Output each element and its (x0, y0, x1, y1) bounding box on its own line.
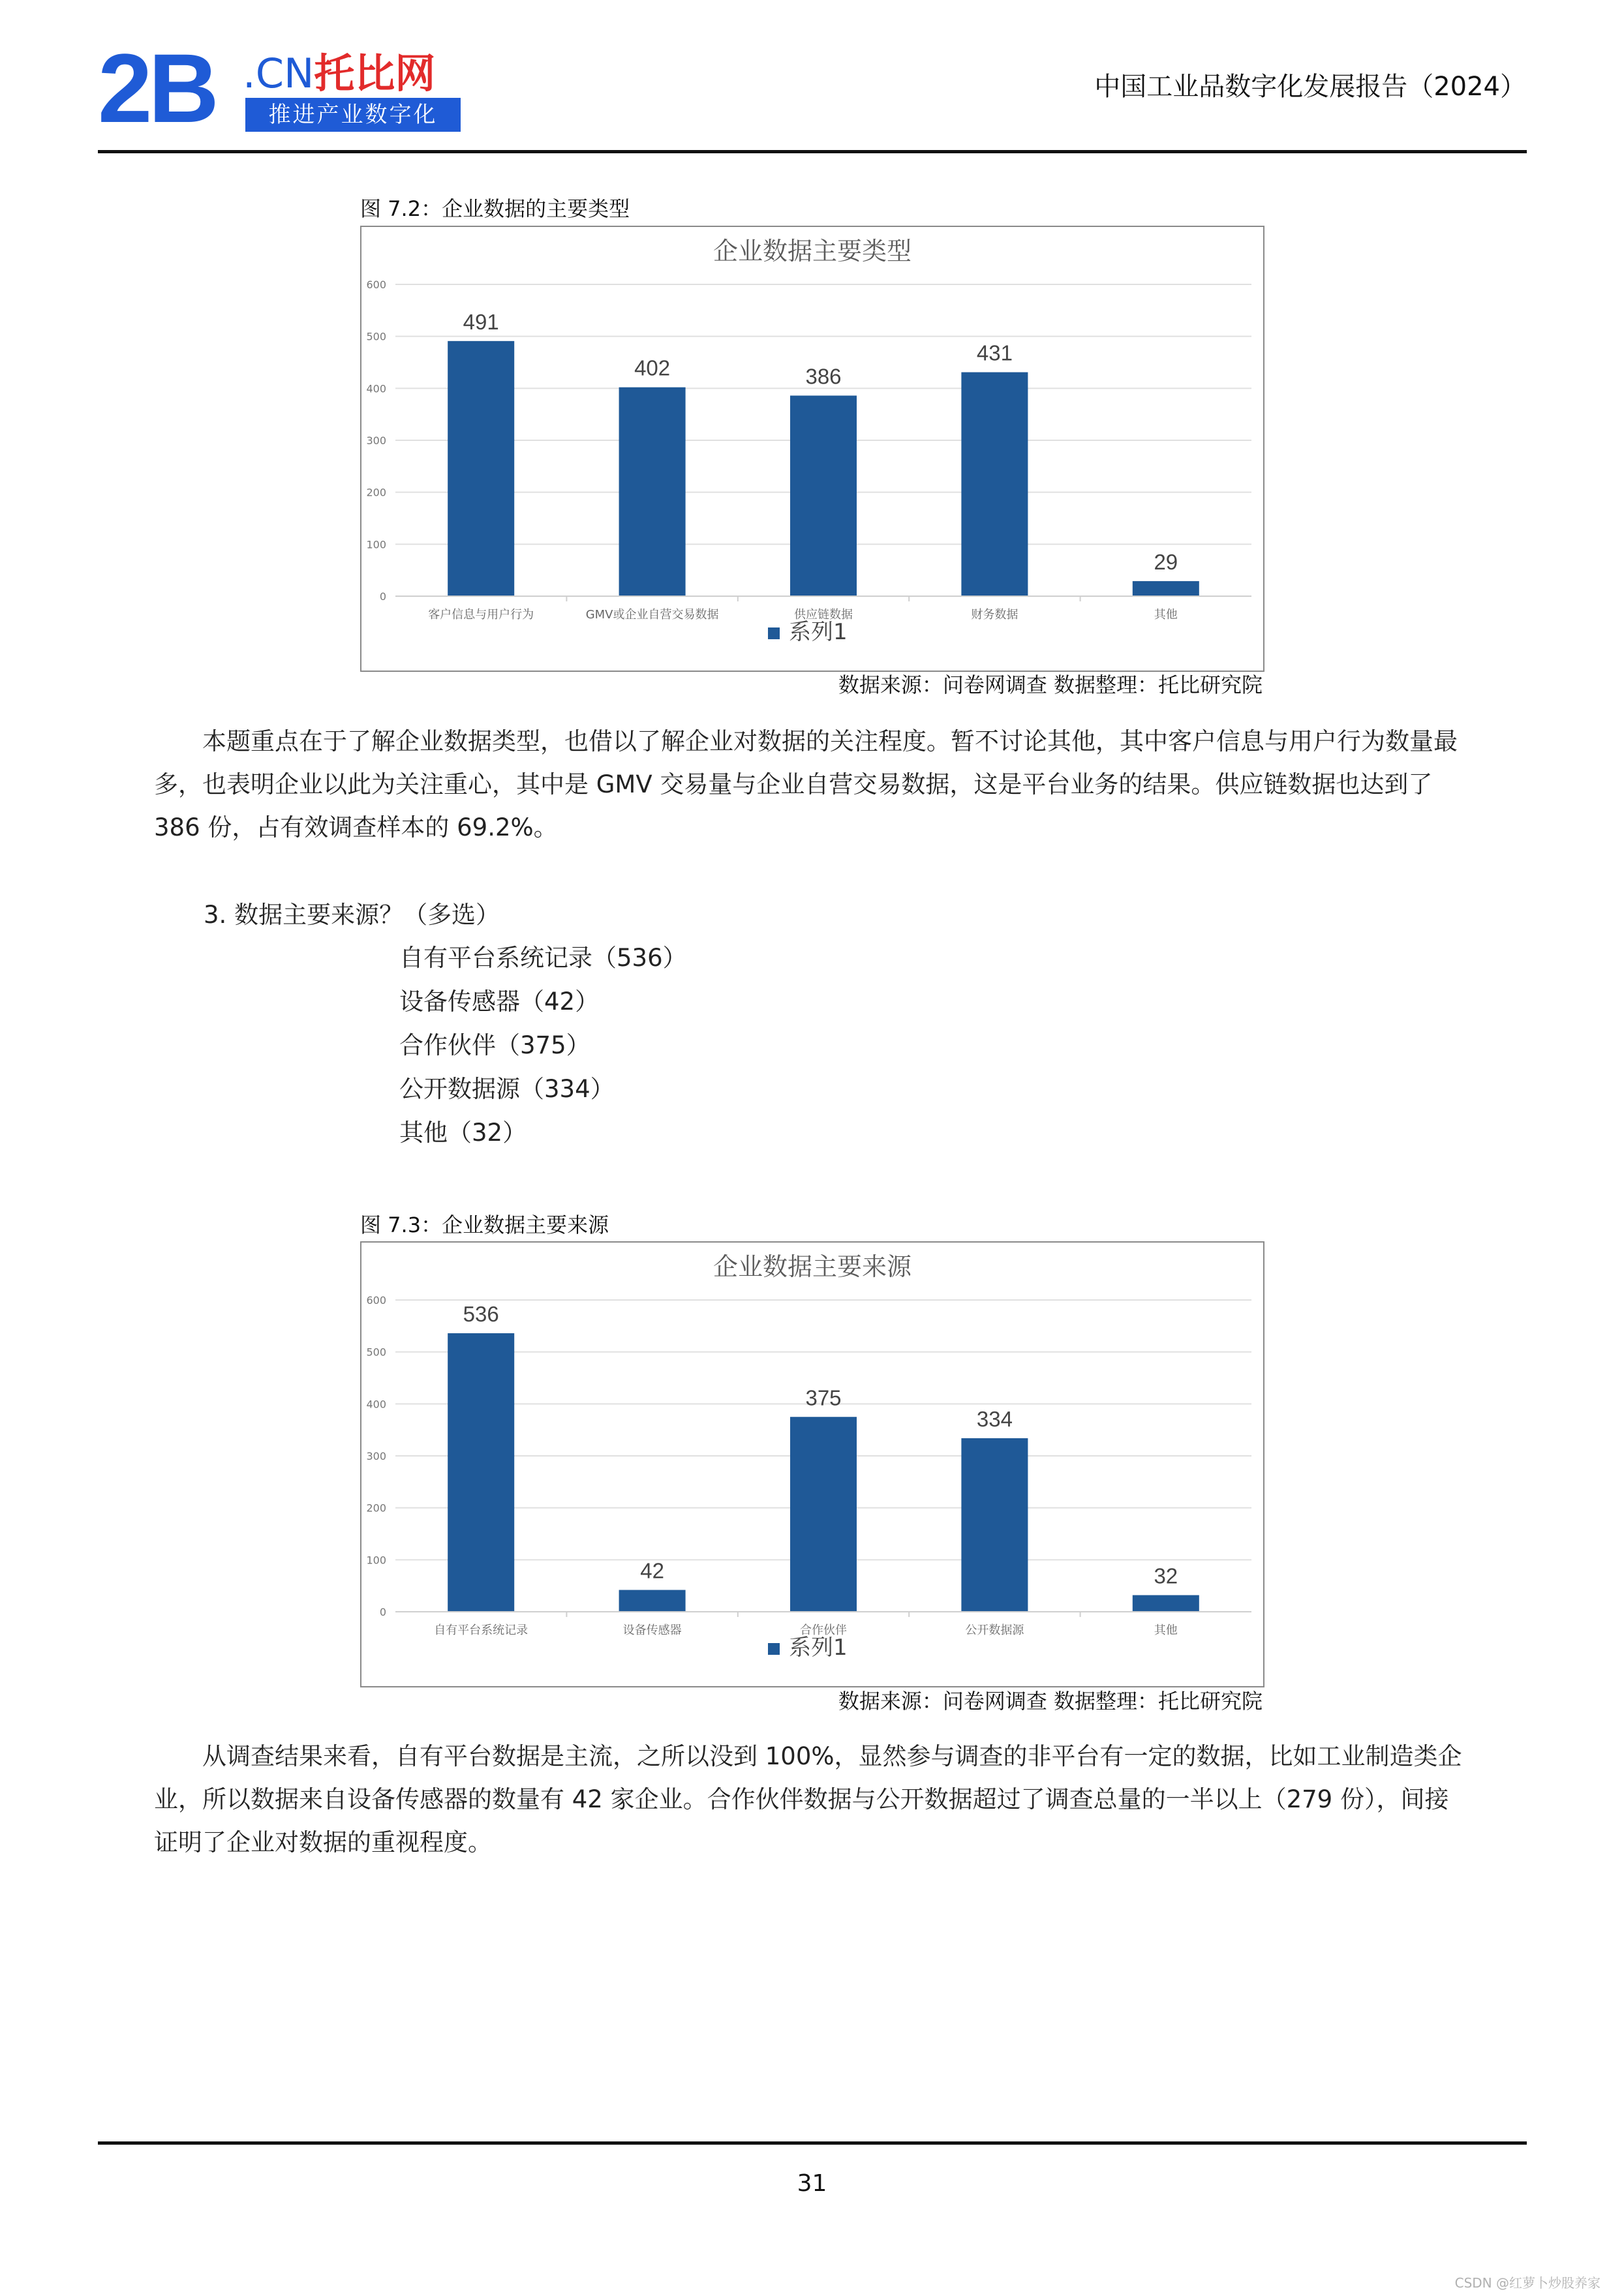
body-paragraph-2: 从调查结果来看，自有平台数据是主流，之所以没到 100%，显然参与调查的非平台有一定的数据，比如工业制造类企业，所以数据来自设备传感器的数量有 42 家企业。合作伙伴数据与公开数据超过了调查总量的一半以上（279 份），间接证明了企业对数据的重视程度。 (154, 1742, 1462, 1856)
x-tick-label: 供应链数据 (794, 608, 853, 622)
bar (961, 372, 1028, 596)
figure-source-1: 数据来源：问卷网调查 数据整理：托比研究院 (838, 672, 1263, 697)
page-number: 31 (797, 2170, 827, 2197)
bar (1133, 1595, 1199, 1612)
brand-logo (98, 33, 463, 143)
data-label: 536 (463, 1301, 499, 1326)
x-tick-label: 合作伙伴 (800, 1624, 847, 1637)
chart-svg-1 (361, 227, 1263, 671)
bar (619, 387, 686, 596)
y-tick-label: 600 (366, 1294, 386, 1307)
figure-caption-1: 图 7.2：企业数据的主要类型 (360, 196, 630, 221)
x-tick-label: 其他 (1154, 1624, 1178, 1637)
data-label: 42 (640, 1558, 664, 1583)
bar (790, 1417, 857, 1612)
chart-title: 企业数据主要类型 (712, 237, 912, 265)
header-divider (98, 150, 1527, 153)
data-label: 334 (976, 1406, 1013, 1431)
survey-option: 其他（32） (399, 1119, 527, 1147)
survey-option: 自有平台系统记录（536） (399, 944, 687, 972)
y-tick-label: 100 (366, 538, 386, 551)
y-tick-label: 200 (366, 1502, 386, 1515)
bar (961, 1438, 1028, 1612)
bar (619, 1590, 686, 1612)
body-paragraph-1: 本题重点在于了解企业数据类型，也借以了解企业对数据的关注程度。暂不讨论其他，其中客户信息与用户行为数量最多，也表明企业以此为关注重心，其中是 GMV 交易量与企业自营交易数据，这是平台业务的结果。供应链数据也达到了 386 份，占有效调查样本的 69.2%。 (154, 727, 1458, 841)
x-tick-label: 公开数据源 (965, 1624, 1024, 1637)
x-tick-label: 设备传感器 (622, 1624, 682, 1637)
report-title: 中国工业品数字化发展报告（2024） (1094, 72, 1526, 102)
y-tick-label: 100 (366, 1554, 386, 1567)
data-label: 491 (463, 309, 499, 334)
chart-svg-2 (361, 1243, 1263, 1686)
y-tick-label: 200 (366, 486, 386, 499)
data-label: 375 (805, 1385, 842, 1410)
logo-main-text: 2B (98, 33, 215, 143)
bar (1133, 581, 1199, 596)
chart-title: 企业数据主要来源 (712, 1252, 912, 1281)
survey-option: 公开数据源（334） (399, 1075, 615, 1103)
figure-source-2: 数据来源：问卷网调查 数据整理：托比研究院 (838, 1689, 1263, 1714)
x-tick-label: GMV或企业自营交易数据 (585, 608, 719, 622)
legend-label: 系列1 (789, 1635, 848, 1661)
logo-name: 托比网 (314, 50, 436, 97)
y-tick-label: 500 (366, 1346, 386, 1359)
survey-options (399, 936, 687, 1155)
data-label: 402 (634, 355, 671, 380)
legend-label: 系列1 (789, 619, 848, 645)
y-tick-label: 400 (366, 382, 386, 395)
legend-swatch (768, 627, 780, 639)
data-label: 431 (976, 340, 1013, 365)
bar (448, 341, 514, 596)
logo-tagline: 推进产业数字化 (245, 98, 461, 132)
x-tick-label: 自有平台系统记录 (434, 1624, 529, 1637)
figure-caption-2: 图 7.3：企业数据主要来源 (360, 1213, 609, 1237)
y-tick-label: 400 (366, 1398, 386, 1411)
y-tick-label: 0 (379, 1606, 386, 1618)
y-tick-label: 500 (366, 330, 386, 343)
data-label: 29 (1154, 549, 1178, 574)
chart-data-types (360, 226, 1264, 672)
x-tick-label: 财务数据 (971, 608, 1019, 622)
footer-divider (98, 2141, 1527, 2145)
logo-domain-line (243, 51, 435, 97)
logo-domain: .CN (243, 50, 314, 97)
y-tick-label: 600 (366, 279, 386, 291)
x-tick-label: 其他 (1154, 608, 1178, 622)
bar (448, 1333, 514, 1612)
survey-question: 3. 数据主要来源？（多选） (204, 901, 500, 929)
chart-data-sources (360, 1241, 1264, 1687)
y-tick-label: 300 (366, 434, 386, 447)
bar (790, 395, 857, 596)
data-label: 386 (805, 364, 842, 389)
data-label: 32 (1154, 1563, 1178, 1588)
survey-option: 设备传感器（42） (399, 988, 600, 1016)
x-tick-label: 客户信息与用户行为 (428, 608, 534, 622)
legend-swatch (768, 1643, 780, 1655)
y-tick-label: 300 (366, 1450, 386, 1462)
y-tick-label: 0 (379, 590, 386, 603)
survey-option: 合作伙伴（375） (399, 1031, 590, 1059)
watermark: CSDN @红萝卜炒股养家 (1454, 2275, 1601, 2291)
